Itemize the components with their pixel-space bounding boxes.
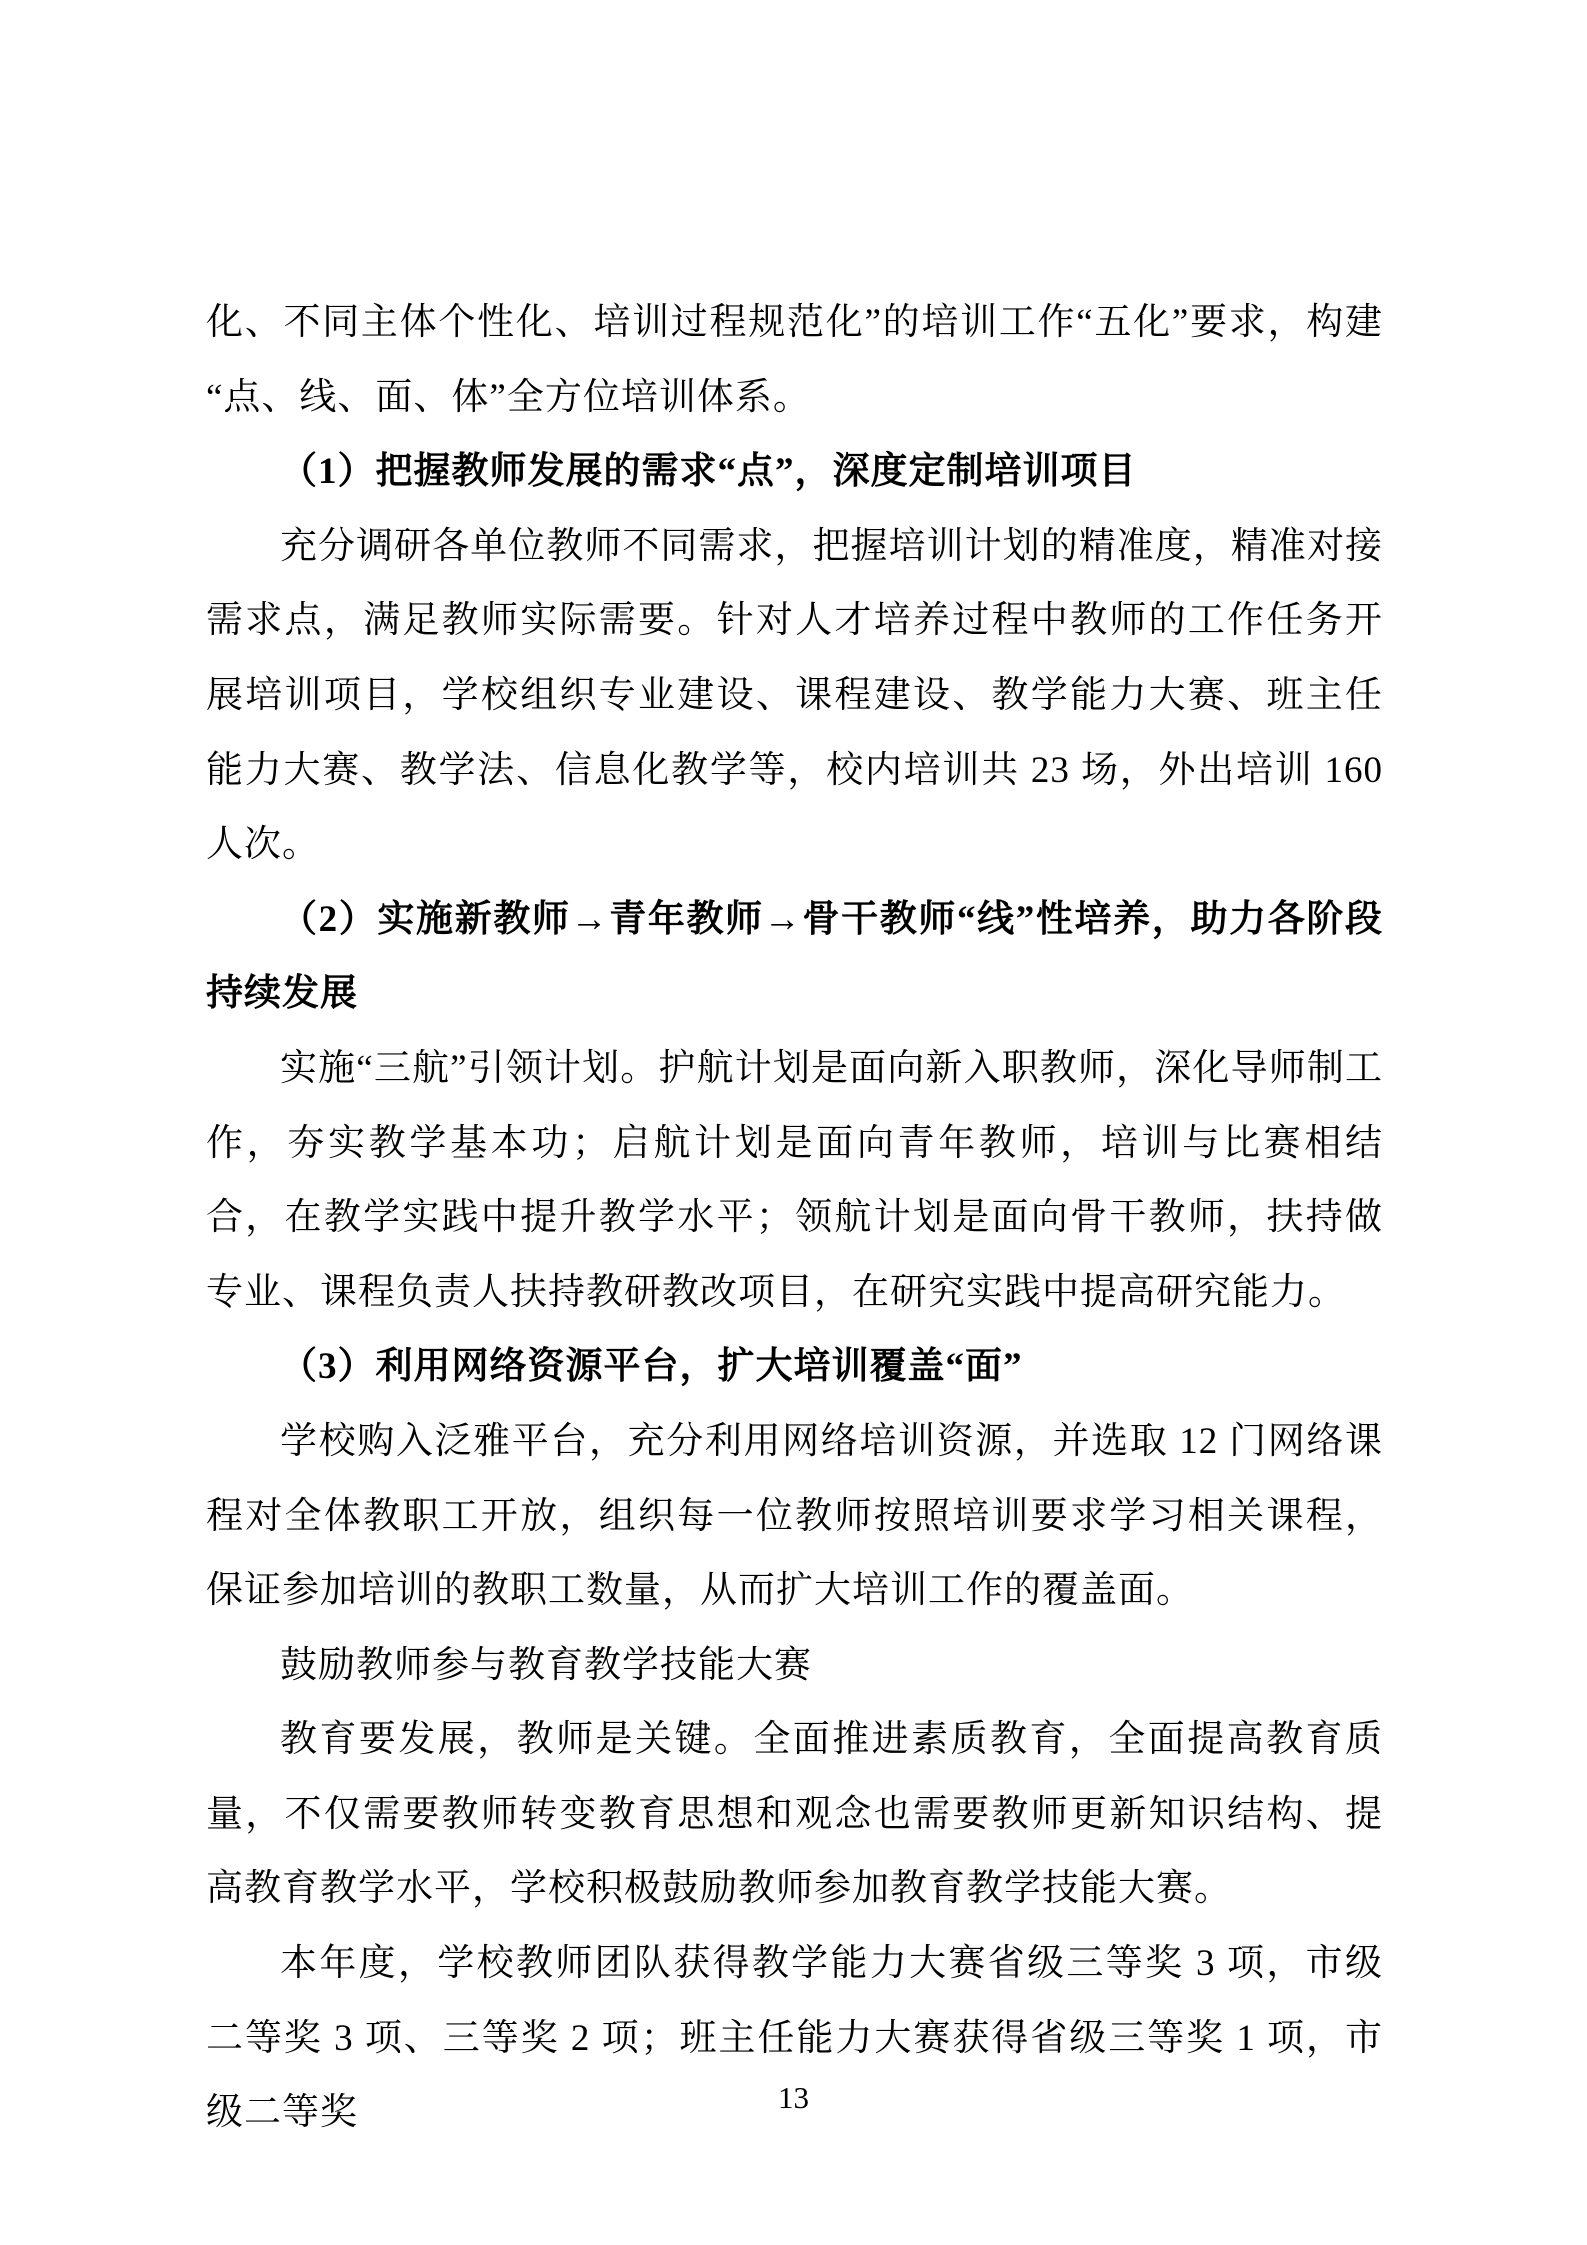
- page-number: 13: [778, 2080, 809, 2115]
- paragraph-training-projects: 充分调研各单位教师不同需求，把握培训计划的精准度，精准对接需求点，满足教师实际需要。针对人才培养过程中教师的工作任务开展培训项目，学校组织专业建设、课程建设、教学能力大赛、班主任能力大赛、教学法、信息化教学等，校内培训共 23 场，外出培训 160 人次。: [206, 525, 1383, 866]
- paragraph-awards: 本年度，学校教师团队获得教学能力大赛省级三等奖 3 项，市级二等奖 3 项、三等奖 2 项；班主任能力大赛获得省级三等奖 1 项，市级二等奖: [206, 1943, 1383, 2134]
- heading-item-2: （2）实施新教师→青年教师→骨干教师“线”性培养，助力各阶段持续发展: [206, 898, 1383, 1015]
- heading-item-1: （1）把握教师发展的需求“点”，深度定制培训项目: [280, 451, 1137, 493]
- paragraph-encourage-competition: 鼓励教师参与教育教学技能大赛: [280, 1644, 812, 1686]
- heading-item-3: （3）利用网络资源平台，扩大培训覆盖“面”: [280, 1346, 1023, 1388]
- paragraph-education-development: 教育要发展，教师是关键。全面推进素质教育，全面提高教育质量，不仅需要教师转变教育思想和观念也需要教师更新知识结构、提高教育教学水平，学校积极鼓励教师参加教育教学技能大赛。: [206, 1719, 1383, 1910]
- paragraph-continuation: 化、不同主体个性化、培训过程规范化”的培训工作“五化”要求，构建“点、线、面、体”全方位培训体系。: [206, 302, 1383, 418]
- paragraph-online-platform: 学校购入泛雅平台，充分利用网络培训资源，并选取 12 门网络课程对全体教职工开放，组织每一位教师按照培训要求学习相关课程，保证参加培训的教职工数量，从而扩大培训工作的覆盖面。: [206, 1420, 1383, 1612]
- page-footer: [0, 2078, 1587, 2118]
- paragraph-three-navigation-plan: 实施“三航”引领计划。护航计划是面向新入职教师，深化导师制工作，夯实教学基本功；启航计划是面向青年教师，培训与比赛相结合，在教学实践中提升教学水平；领航计划是面向骨干教师，扶持做专业、课程负责人扶持教研教改项目，在研究实践中提高研究能力。: [206, 1047, 1383, 1313]
- document-body: [206, 286, 1383, 2151]
